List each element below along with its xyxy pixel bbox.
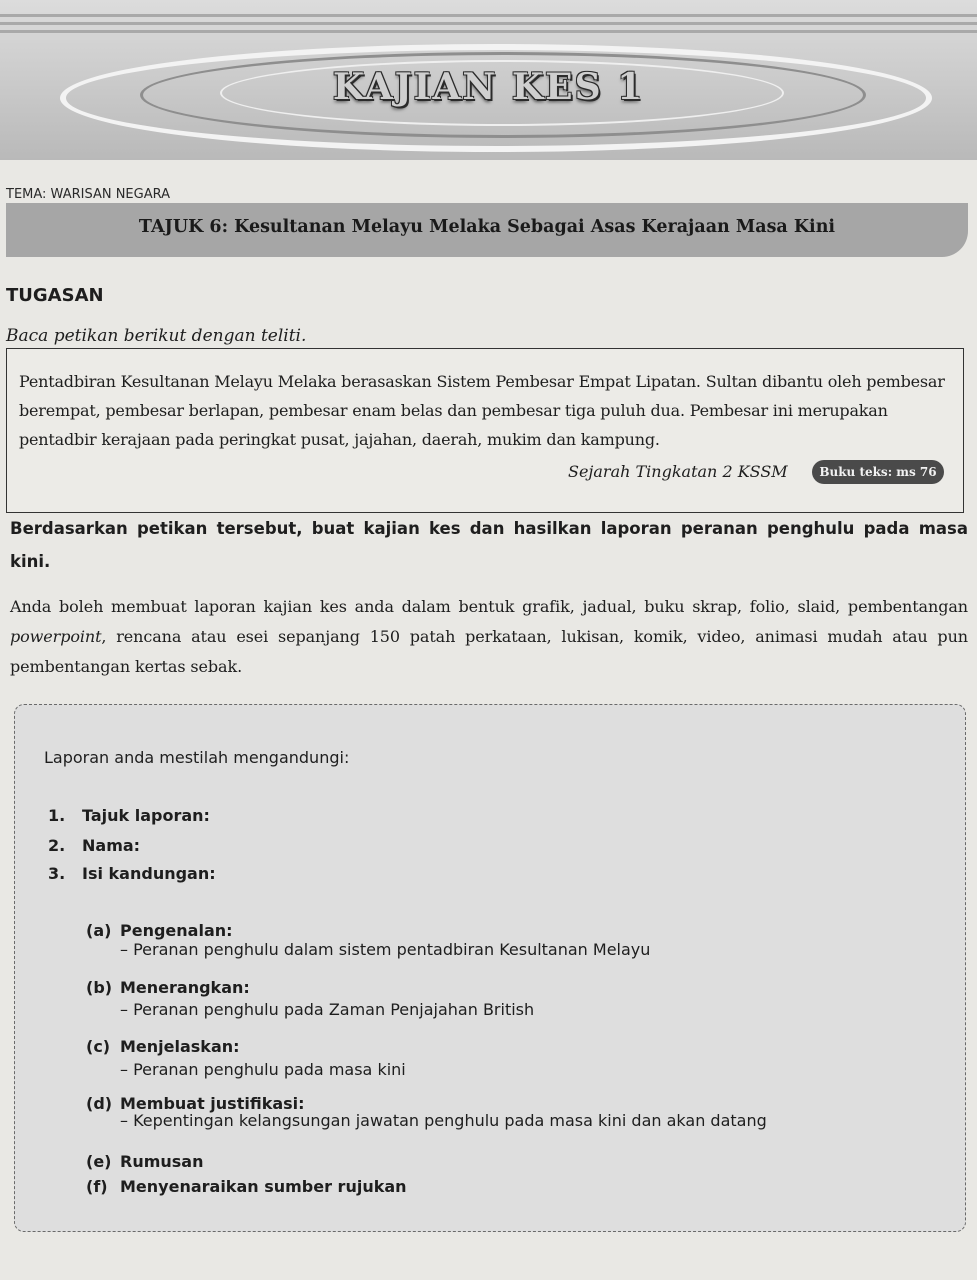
sub-item — [86, 921, 233, 940]
format-paragraph — [10, 592, 968, 682]
sub-label: Menerangkan: — [120, 978, 250, 997]
tema-label: TEMA: WARISAN NEGARA — [6, 187, 170, 202]
tajuk-heading: TAJUK 6: Kesultanan Melayu Melaka Sebagai Asas Kerajaan Masa Kini — [138, 217, 836, 237]
sub-letter: (e) — [86, 1152, 112, 1171]
sub-label: Membuat justifikasi: — [120, 1094, 305, 1113]
sub-description: – Kepentingan kelangsungan jawatan penghulu pada masa kini dan akan datang — [120, 1111, 767, 1130]
sub-letter: (c) — [86, 1037, 111, 1056]
sub-item — [86, 1037, 240, 1056]
list-item — [48, 806, 210, 825]
sub-description: – Peranan penghulu pada Zaman Penjajahan British — [120, 1000, 535, 1019]
list-item — [48, 864, 216, 883]
banner-stripe — [0, 30, 977, 33]
sub-letter: (d) — [86, 1094, 113, 1113]
task-instruction: Berdasarkan petikan tersebut, buat kajian kes dan hasilkan laporan peranan penghulu pada masa kini. — [10, 519, 968, 571]
passage-text: Pentadbiran Kesultanan Melayu Melaka berasaskan Sistem Pembesar Empat Lipatan. Sultan dibantu oleh pembesar berempat, pembesar berlapan, pembesar enam belas dan pembesar tiga puluh dua. Pembesar ini merupakan pentadbir kerajaan pada peringkat pusat, jajahan, daerah, mukim dan kampung. — [19, 372, 945, 449]
banner-stripe — [0, 22, 977, 25]
sub-label: Pengenalan: — [120, 921, 233, 940]
sub-item — [86, 1177, 407, 1196]
item-label: Isi kandungan: — [82, 864, 216, 883]
sub-item — [86, 1152, 203, 1171]
sub-description: – Peranan penghulu pada masa kini — [120, 1060, 406, 1079]
sub-letter: (a) — [86, 921, 112, 940]
passage-box — [6, 348, 964, 513]
banner-stripe — [0, 14, 977, 17]
format-text-1: Anda boleh membuat laporan kajian kes anda dalam bentuk grafik, jadual, buku skrap, folio, slaid, pembentangan — [10, 597, 968, 616]
item-label: Nama: — [82, 836, 141, 855]
item-label: Tajuk laporan: — [82, 806, 210, 825]
passage-source: Sejarah Tingkatan 2 KSSM — [568, 462, 788, 481]
item-number: 1. — [48, 806, 66, 825]
sub-description: – Peranan penghulu dalam sistem pentadbiran Kesultanan Melayu — [120, 940, 651, 959]
format-text-2: , rencana atau esei sepanjang 150 patah perkataan, lukisan, komik, video, animasi mudah atau pun pembentangan kertas sebak. — [10, 627, 968, 676]
tugasan-heading: TUGASAN — [6, 285, 104, 306]
sub-label: Rumusan — [120, 1152, 204, 1171]
sub-letter: (f) — [86, 1177, 108, 1196]
sub-label: Menyenaraikan sumber rujukan — [120, 1177, 407, 1196]
format-text-italic: powerpoint — [10, 627, 102, 646]
list-item — [48, 836, 140, 855]
item-number: 3. — [48, 864, 66, 883]
sub-item — [86, 978, 250, 997]
textbook-badge: Buku teks: ms 76 — [812, 460, 944, 484]
sub-letter: (b) — [86, 978, 113, 997]
sub-label: Menjelaskan: — [120, 1037, 240, 1056]
item-number: 2. — [48, 836, 66, 855]
baca-instruction: Baca petikan berikut dengan teliti. — [6, 326, 307, 346]
page-title: KAJIAN KES 1 — [332, 66, 645, 108]
report-intro: Laporan anda mestilah mengandungi: — [44, 748, 350, 767]
